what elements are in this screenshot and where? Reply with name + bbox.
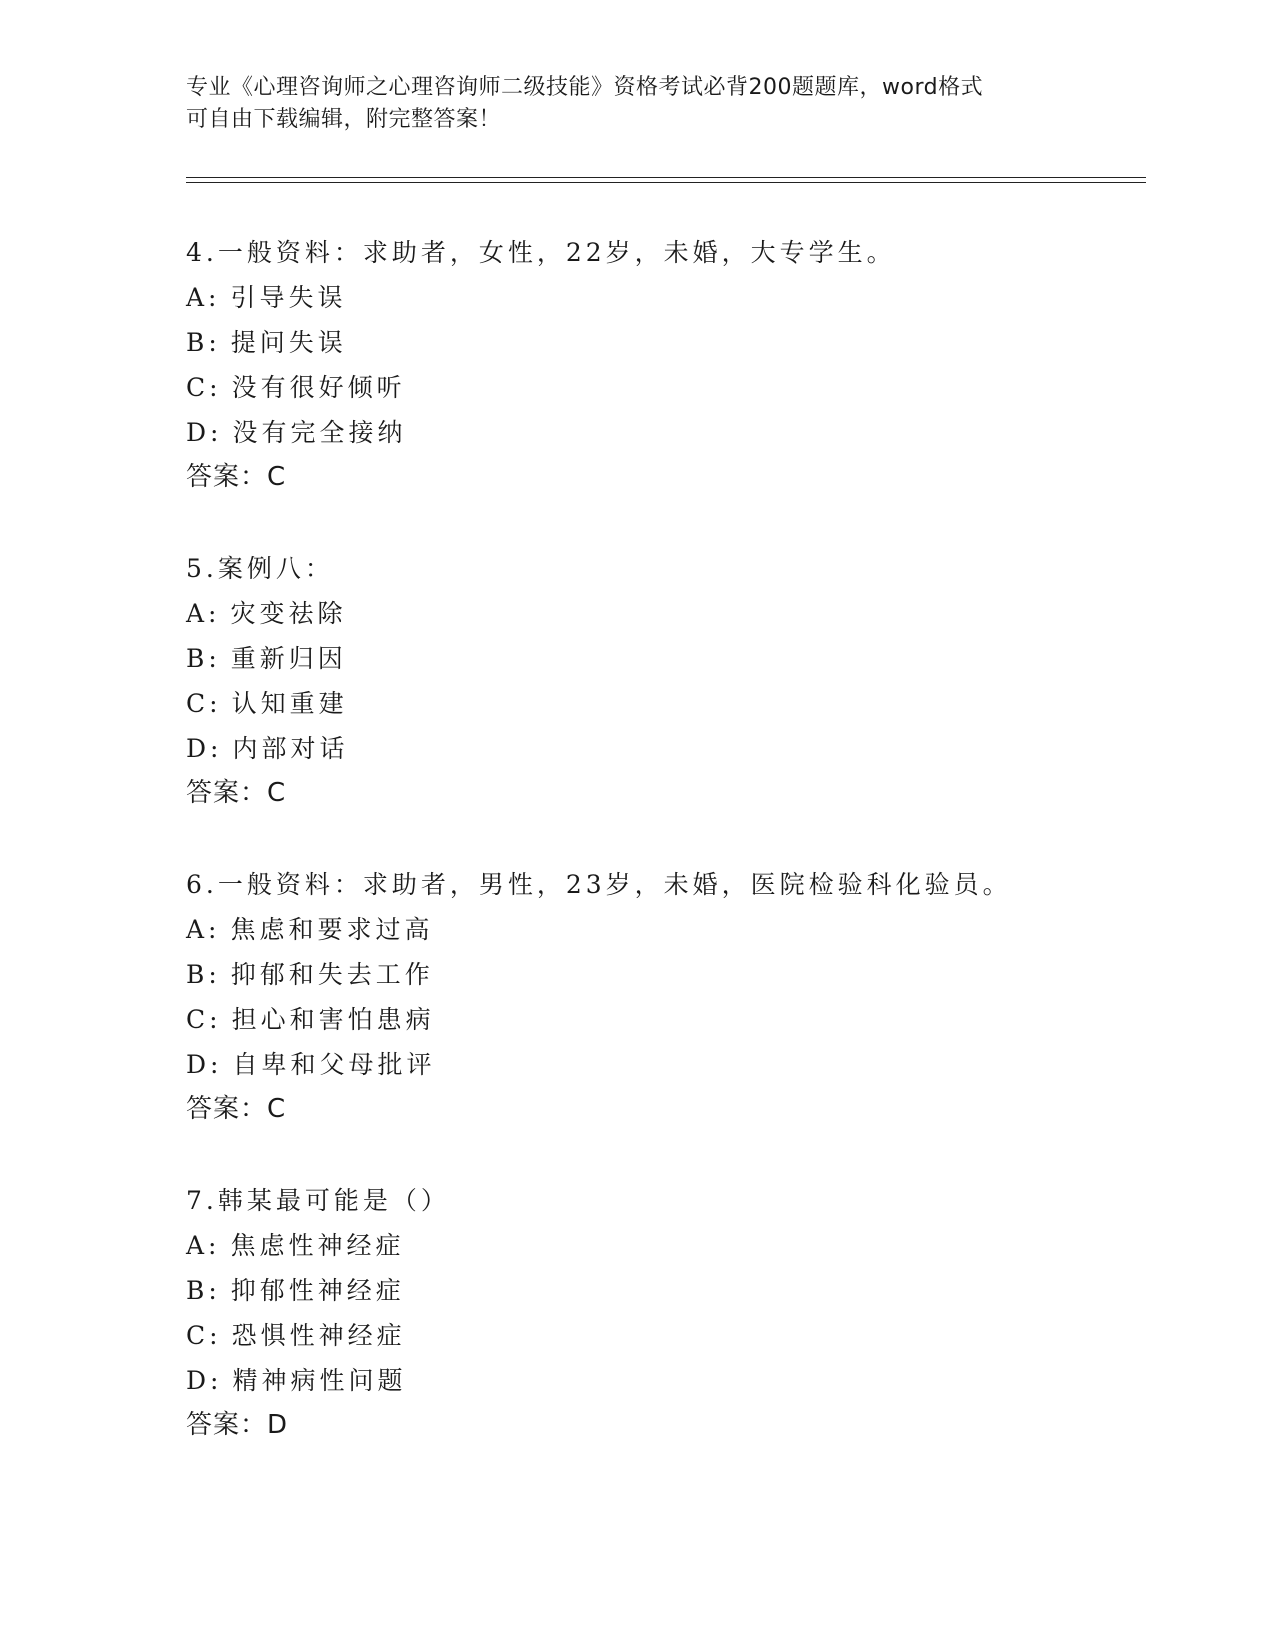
option-text: 精神病性问题 xyxy=(232,1366,407,1395)
option-c xyxy=(186,1313,1186,1358)
option-letter: D: xyxy=(186,1366,223,1395)
option-d xyxy=(186,410,1186,455)
question-block xyxy=(186,546,1186,816)
option-text: 自卑和父母批评 xyxy=(232,1050,436,1079)
option-text: 提问失误 xyxy=(230,328,347,357)
option-d xyxy=(186,1042,1186,1087)
option-letter: A: xyxy=(186,1231,221,1260)
header-line-1: 专业《心理咨询师之心理咨询师二级技能》资格考试必背200题题库，word格式 xyxy=(186,75,984,100)
option-d xyxy=(186,726,1186,771)
header-divider-bottom xyxy=(186,182,1146,183)
option-text: 抑郁性神经症 xyxy=(230,1276,405,1305)
option-a xyxy=(186,1223,1186,1268)
answer-line: 答案：C xyxy=(186,778,287,808)
option-text: 认知重建 xyxy=(231,689,348,718)
option-text: 抑郁和失去工作 xyxy=(230,960,434,989)
answer-line: 答案：C xyxy=(186,462,287,492)
header-divider-top xyxy=(186,177,1146,178)
option-c xyxy=(186,997,1186,1042)
question-block xyxy=(186,862,1186,1132)
option-text: 没有很好倾听 xyxy=(231,373,406,402)
question-stem: 4.一般资料：求助者，女性，22岁，未婚，大专学生。 xyxy=(186,238,896,267)
option-text: 没有完全接纳 xyxy=(232,418,407,447)
header-line-2: 可自由下载编辑，附完整答案！ xyxy=(186,107,502,132)
option-letter: B: xyxy=(186,644,221,673)
option-letter: A: xyxy=(186,599,221,628)
option-letter: D: xyxy=(186,418,223,447)
option-letter: C: xyxy=(186,689,222,718)
option-text: 引导失误 xyxy=(230,283,347,312)
option-letter: A: xyxy=(186,915,221,944)
option-a xyxy=(186,907,1186,952)
option-letter: C: xyxy=(186,373,222,402)
option-c xyxy=(186,681,1186,726)
option-text: 内部对话 xyxy=(232,734,349,763)
question-stem: 5.案例八： xyxy=(186,554,334,583)
document-header xyxy=(186,72,1086,136)
question-stem: 7.韩某最可能是（） xyxy=(186,1186,450,1215)
option-letter: A: xyxy=(186,283,221,312)
question-block xyxy=(186,1178,1186,1448)
option-d xyxy=(186,1358,1186,1403)
option-text: 重新归因 xyxy=(230,644,347,673)
option-b xyxy=(186,636,1186,681)
answer-line: 答案：C xyxy=(186,1094,287,1124)
option-b xyxy=(186,320,1186,365)
option-b xyxy=(186,1268,1186,1313)
option-c xyxy=(186,365,1186,410)
option-b xyxy=(186,952,1186,997)
option-text: 恐惧性神经症 xyxy=(231,1321,406,1350)
question-stem: 6.一般资料：求助者，男性，23岁，未婚，医院检验科化验员。 xyxy=(186,870,1012,899)
option-letter: B: xyxy=(186,328,221,357)
option-text: 灾变祛除 xyxy=(230,599,347,628)
option-letter: D: xyxy=(186,734,223,763)
option-letter: D: xyxy=(186,1050,223,1079)
option-text: 焦虑性神经症 xyxy=(230,1231,405,1260)
question-block xyxy=(186,230,1186,500)
option-text: 担心和害怕患病 xyxy=(231,1005,435,1034)
option-letter: C: xyxy=(186,1321,222,1350)
answer-line: 答案：D xyxy=(186,1410,289,1440)
option-text: 焦虑和要求过高 xyxy=(230,915,434,944)
option-a xyxy=(186,591,1186,636)
option-letter: B: xyxy=(186,960,221,989)
option-a xyxy=(186,275,1186,320)
option-letter: B: xyxy=(186,1276,221,1305)
option-letter: C: xyxy=(186,1005,222,1034)
